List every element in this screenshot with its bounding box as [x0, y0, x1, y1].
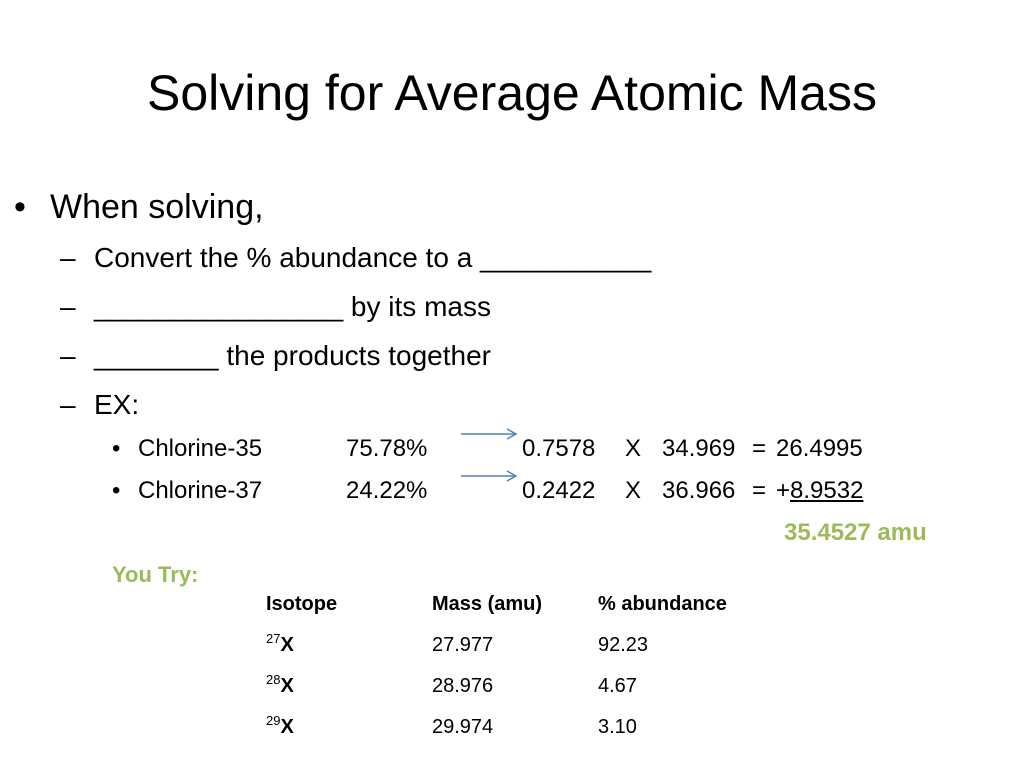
example-times: X: [625, 477, 642, 504]
example-isotope: Chlorine-35: [138, 435, 263, 462]
bullet-marker: •: [14, 188, 26, 226]
sub-bullet-text: ________ the products together: [94, 340, 491, 371]
table-row: [258, 625, 735, 666]
table-cell-abundance: 3.10: [598, 716, 637, 738]
example-equals: =: [752, 477, 767, 504]
dash-marker: –: [60, 242, 76, 273]
element-symbol: X: [280, 634, 294, 656]
sub-bullet-multiply: [60, 289, 491, 325]
element-symbol: X: [280, 716, 294, 738]
example-isotope: Chlorine-37: [138, 477, 263, 504]
sub-bullet-convert: [60, 240, 651, 276]
example-product: [776, 476, 863, 506]
slide-title: Solving for Average Atomic Mass: [147, 65, 877, 121]
sub-bullet-ex: [60, 387, 139, 423]
example-row: [112, 434, 932, 464]
main-bullet-text: When solving,: [50, 188, 264, 226]
mass-number: 27: [266, 631, 281, 646]
example-equals: =: [752, 435, 767, 462]
sub-bullet-text: Convert the % abundance to a ___________: [94, 242, 652, 273]
example-mass: 36.966: [662, 477, 736, 504]
example-product-value: 8.9532: [790, 477, 864, 504]
example-percent: 24.22%: [346, 477, 428, 504]
example-decimal: 0.7578: [522, 435, 596, 462]
table-cell-abundance: 92.23: [598, 634, 649, 656]
bullet-marker: •: [112, 477, 121, 504]
example-product-value: 26.4995: [776, 435, 863, 462]
main-bullet: [14, 185, 264, 229]
sub-bullet-text: ________________ by its mass: [94, 291, 491, 322]
table-cell-mass: 27.977: [432, 634, 494, 656]
example-decimal: 0.2422: [522, 477, 596, 504]
you-try-label: You Try:: [112, 562, 199, 587]
arrow-right-icon: [460, 427, 518, 441]
element-symbol: X: [280, 675, 294, 697]
example-mass: 34.969: [662, 435, 736, 462]
isotope-table: [258, 584, 735, 748]
table-cell-isotope: [258, 707, 424, 748]
mass-number: 29: [266, 713, 281, 728]
dash-marker: –: [60, 340, 76, 371]
table-cell-mass: 29.974: [432, 716, 494, 738]
example-product: [776, 434, 863, 464]
example-times: X: [625, 435, 642, 462]
table-header-mass: Mass (amu): [432, 593, 543, 615]
table-row: [258, 707, 735, 748]
dash-marker: –: [60, 291, 76, 322]
table-header-row: [258, 584, 735, 625]
table-cell-mass: 28.976: [432, 675, 494, 697]
table-header-abundance: % abundance: [598, 593, 727, 615]
table-row: [258, 666, 735, 707]
example-percent: 75.78%: [346, 435, 428, 462]
mass-number: 28: [266, 672, 281, 687]
bullet-marker: •: [112, 435, 121, 462]
example-product-prefix: +: [776, 477, 791, 504]
arrow-right-icon: [460, 469, 518, 483]
sub-bullet-text: EX:: [94, 389, 140, 420]
example-row: [112, 476, 932, 506]
table-cell-isotope: [258, 666, 424, 707]
table-header-isotope: Isotope: [266, 593, 338, 615]
dash-marker: –: [60, 389, 76, 420]
sub-bullet-add: [60, 338, 491, 374]
total-average-mass: 35.4527 amu: [784, 519, 927, 546]
table-cell-abundance: 4.67: [598, 675, 637, 697]
table-cell-isotope: [258, 625, 424, 666]
